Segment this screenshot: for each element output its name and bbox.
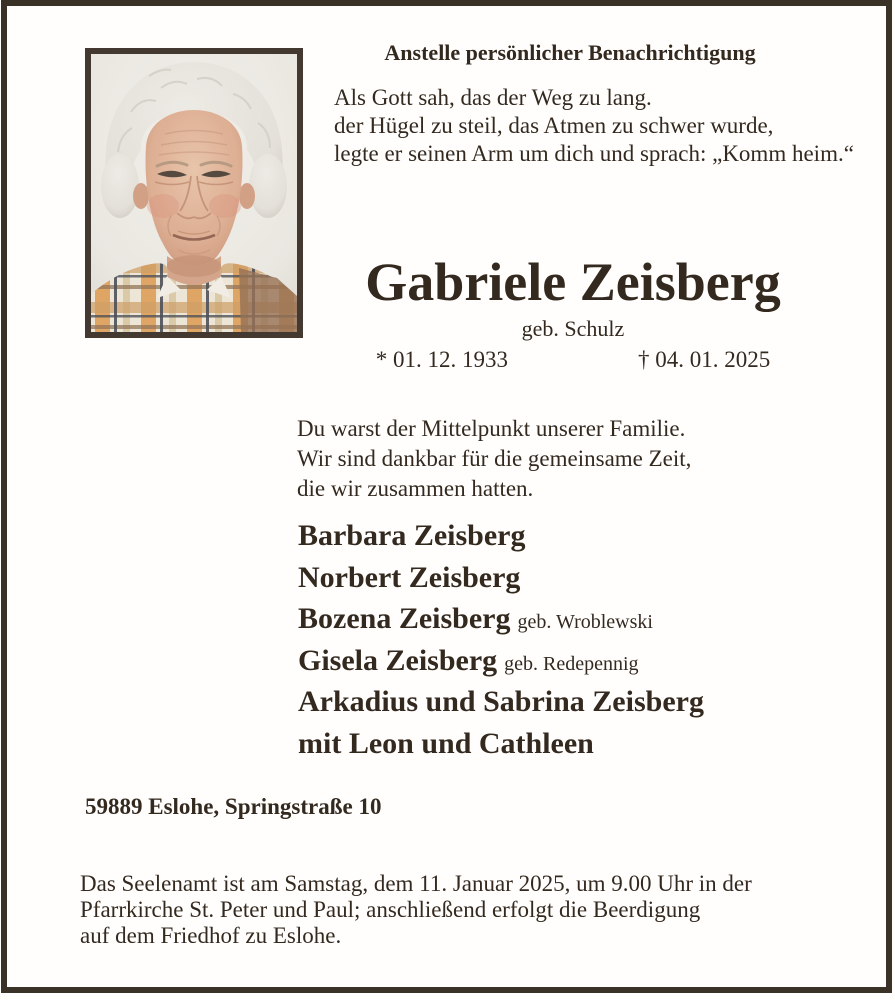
mourner-name: mit Leon und Cathleen [298, 726, 594, 760]
mourner-row [298, 518, 711, 560]
service-line: auf dem Friedhof zu Eslohe. [80, 922, 342, 948]
mourner-row [298, 601, 711, 643]
mourners-list [298, 518, 711, 767]
notice-header: Anstelle persönlicher Benachrichtigung [384, 40, 756, 65]
birth-date: * 01. 12. 1933 [375, 347, 508, 373]
portrait-illustration [91, 54, 297, 332]
mourner-name: Norbert Zeisberg [298, 560, 521, 594]
death-date: † 04. 01. 2025 [638, 347, 771, 373]
tribute-line: Wir sind dankbar für die gemeinsame Zeit, [297, 446, 692, 471]
family-address: 59889 Eslohe, Springstraße 10 [85, 794, 382, 819]
mourner-row [298, 684, 711, 726]
mourner-name: Bozena Zeisberg [298, 602, 511, 635]
mourner-row [298, 726, 711, 768]
mourner-name: Barbara Zeisberg [298, 519, 526, 552]
mourner-suffix: geb. Redepennig [504, 652, 639, 675]
verse-line: der Hügel zu steil, das Atmen zu schwer wurde, [334, 113, 774, 138]
verse-line: Als Gott sah, das der Weg zu lang. [334, 85, 652, 110]
tribute-line: Du warst der Mittelpunkt unserer Familie. [297, 416, 686, 441]
verse-block [334, 84, 854, 168]
service-info-block [80, 871, 752, 948]
service-line: Das Seelenamt ist am Samstag, dem 11. Januar 2025, um 9.00 Uhr in der [80, 871, 752, 896]
maiden-name: geb. Schulz [521, 316, 625, 342]
mourner-row [298, 643, 711, 685]
tribute-line: die wir zusammen hatten. [297, 476, 534, 501]
deceased-name: Gabriele Zeisberg [365, 252, 781, 312]
service-line: Pfarrkirche St. Peter und Paul; anschließend erfolgt die Beerdigung [80, 896, 701, 922]
tribute-block [297, 414, 691, 504]
mourner-name: Arkadius und Sabrina Zeisberg [298, 685, 704, 718]
portrait-photo [85, 48, 303, 338]
life-dates [293, 347, 853, 372]
mourner-name: Gisela Zeisberg [298, 643, 498, 677]
mourner-row [298, 560, 711, 602]
deceased-block [293, 254, 853, 372]
verse-line: legte er seinen Arm um dich und sprach: „Komm heim.“ [334, 141, 854, 166]
mourner-suffix: geb. Wroblewski [517, 611, 653, 633]
